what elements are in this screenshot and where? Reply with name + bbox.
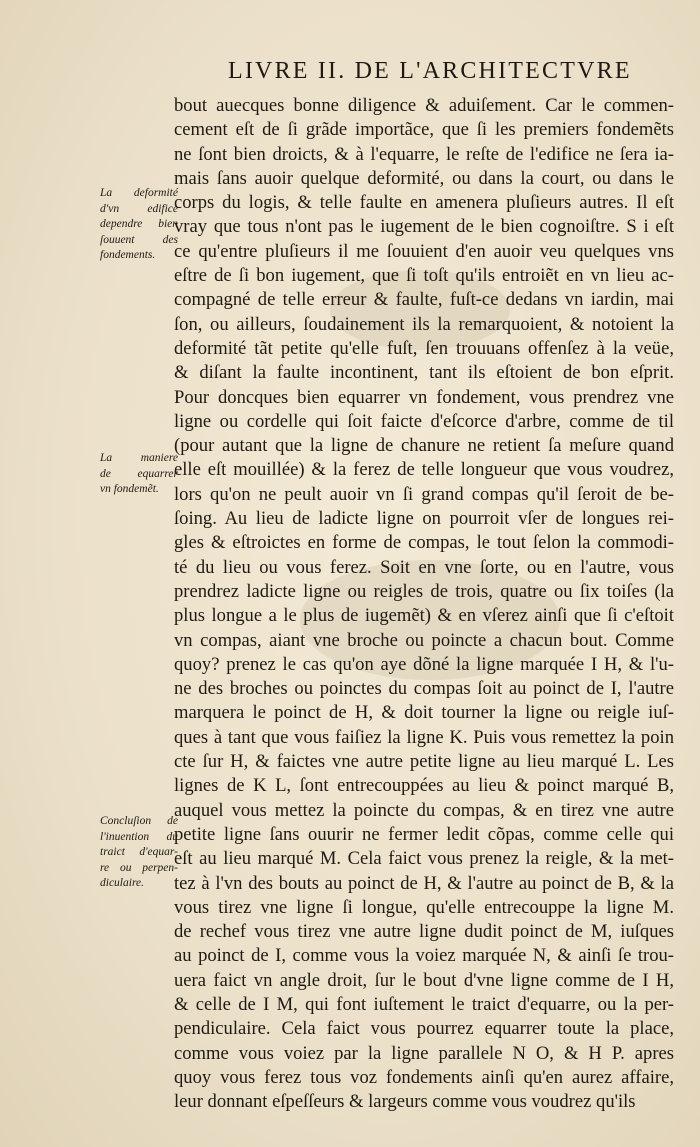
margin-note-equarrer [100,451,178,498]
margin-note-conclusion [100,814,178,892]
text-line: & diſant la faulte incontinent, tant ils eſtoient de bon eſprit. [174,362,674,384]
margin-note-line: Concluſion de [100,815,178,827]
text-line: cement eſt de ſi grãde importãce, que ſi les premiers fondemẽts [174,119,674,141]
text-line: marquera le poinct de H, & doit tourner la ligne ou reigle iuſ- [174,702,674,724]
text-line: té du lieu ou vous ferez. Soit en vne ſorte, ou en l'autre, vous [174,556,674,578]
margin-note-line: ſouuent des [100,233,178,246]
text-line: ſon, ou ailleurs, ſoudainement ils la remarquoient, & notoient la [174,313,674,335]
text-line: compagné de telle erreur & faulte, fuſt-ce dedans vn iardin, mai [174,289,674,311]
text-line: lors qu'on ne peult auoir vn ſi grand compas qu'il ſeroit de be- [174,483,674,505]
text-line: bout auecques bonne diligence & aduiſement. Car le commen- [174,95,674,116]
margin-note-line: vn fondemẽt. [100,483,159,495]
text-line: quoy? prenez le cas qu'on aye dõné la ligne marquée I H, & l'u- [174,653,674,675]
margin-note-line: dependre bien [100,218,178,230]
text-line: de rechef vous tirez vne autre ligne dudit poinct de M, iuſques [174,921,674,943]
text-line: deformité tãt petite qu'elle fuſt, ſen trouuans offenſez à la veüe, [174,337,674,359]
margin-note-deformity [100,186,178,264]
text-line: uera faict vn angle droit, ſur le bout d'vne ligne comme de I H, [174,969,674,991]
margin-note-line: fondements. [100,249,156,261]
running-header: LIVRE II. DE L'ARCHITECTVRE [228,58,632,84]
text-line: ques à tant que vous faiſiez la ligne K. Puis vous remettez la poin [174,726,674,748]
text-line: elle eſt mouillée) & la ferez de telle longueur que vous voudrez, [174,459,674,481]
margin-note-line: traict d'equar- [100,846,178,858]
margin-note-line: l'inuention du [100,830,178,843]
text-line: & celle de I M, qui font iuſtement le traict d'equarre, ou la per- [174,993,674,1015]
text-line: corps du logis, & telle faulte en amenera pluſieurs autres. Il eſt [174,192,674,214]
text-line: quoy vous ferez tous voz fondements ainſi qu'en aurez affaire, [174,1066,674,1088]
text-line: ne ſont bien droicts, & à l'equarre, le reſte de l'edifice ne ſera ia- [174,143,674,165]
margin-note-line: d'vn edifice [100,202,178,215]
margin-note-line: La maniere [100,452,178,464]
text-line: tez à l'vn des bouts au poinct de H, & l'autre au poinct de B, & la [174,872,674,894]
text-line: vn compas, aiant vne broche ou poincte a chacun bout. Comme [174,629,674,651]
text-line: plus longue a le plus de iugemẽt) & en vſerez ainſi que ſi c'eſtoit [174,605,674,627]
text-line: comme vous voiez par la ligne parallele N O, & H P. apres [174,1042,674,1064]
text-line: ne des broches ou poinctes du compas ſoit au poinct de I, l'autre [174,678,674,700]
text-line: ce qu'entre pluſieurs il me ſouuient d'en auoir veu quelques vns [174,240,674,262]
margin-note-line: diculaire. [100,877,144,889]
text-line: ſoing. Au lieu de ladicte ligne on pourroit vſer de longues rei- [174,508,674,530]
text-line: cte ſur H, & faictes vne autre petite ligne au lieu marqué L. Les [174,751,674,773]
text-line: petite ligne ſans ouurir ne fermer ledit cõpas, comme celle qui [174,823,674,845]
margin-note-line: re ou perpen- [100,861,178,874]
text-line: ligne ou cordelle qui ſoit faicte d'eſcorce d'arbre, comme de til [174,410,674,432]
text-line: pendiculaire. Cela faict vous pourrez equarrer toute la place, [174,1018,674,1040]
text-line: (pour autant que la ligne de chanure ne retient ſa meſure quand [174,435,674,457]
text-line: gles & eſtroictes en forme de compas, le tout ſelon la commodi- [174,532,674,554]
text-line: mais ſans auoir quelque deformité, ou dans la court, ou dans le [174,167,674,189]
text-line: vous tirez vne ligne ſi longue, qu'elle entrecouppe la ligne M. [174,896,674,918]
text-line: prendrez ladicte ligne ou reigles de trois, quatre ou ſix toiſes (la [174,580,674,602]
margin-note-line: La deformité [100,187,178,199]
text-line: lignes de K L, ſont entrecouppées au lieu & poinct marqué B, [174,775,674,797]
body-text [174,94,674,1114]
text-line: Pour doncques bien equarrer vn fondement, vous prendrez vne [174,386,674,408]
text-line: vray que tous n'ont pas le iugement de le bien cognoiſtre. S i eſt [174,216,674,238]
text-line: leur donnant eſpeſſeurs & largeurs comme vous voudrez qu'ils [174,1091,636,1113]
margin-note-line: de equarrer [100,467,178,480]
text-line: eſt au lieu marqué M. Cela faict vous prenez la reigle, & la met- [174,848,674,870]
text-line: eſtre de ſi bon iugement, que ſi toſt qu'ils entroiẽt en vn lieu ac- [174,265,674,287]
text-line: auquel vous mettez la poincte du compas, & en tirez vne autre [174,799,674,821]
text-line: au poinct de I, comme vous la voiez marquée N, & ainſi ſe trou- [174,945,674,967]
